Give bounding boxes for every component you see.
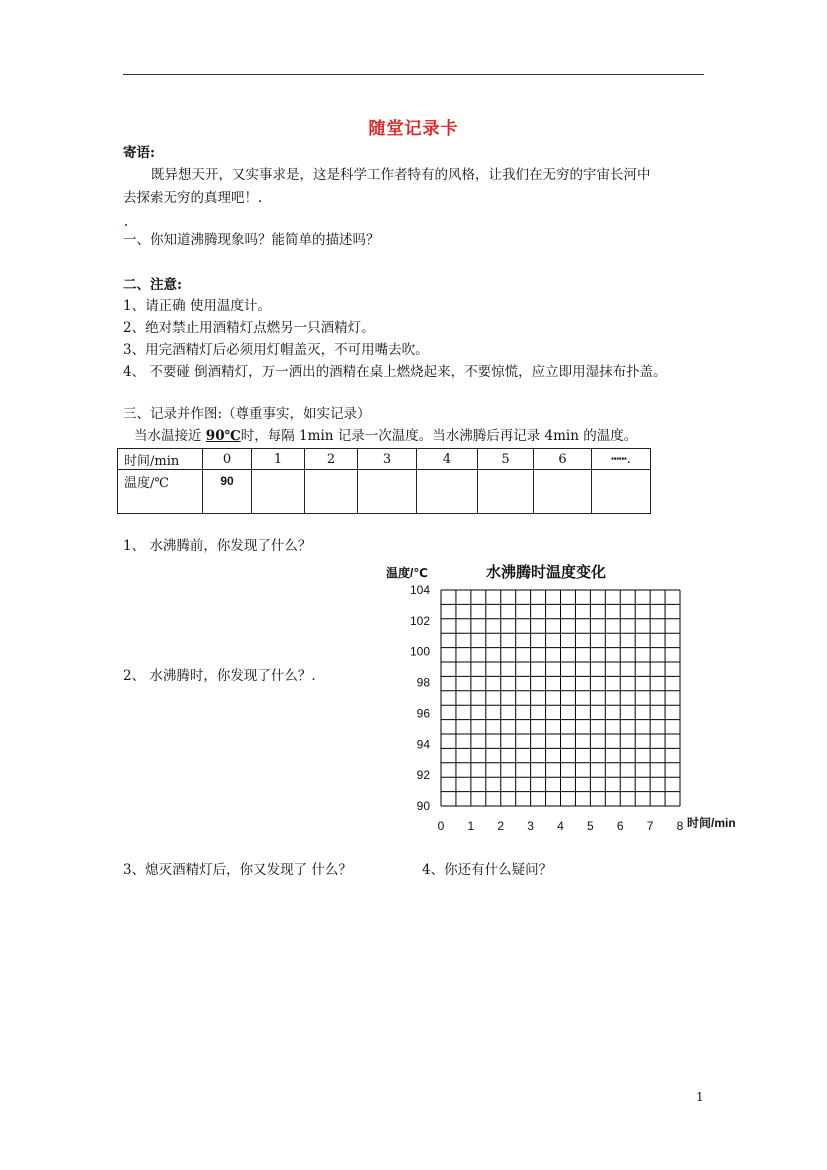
note-item-3: 3、用完酒精灯后必须用灯帽盖灭，不可用嘴去吹。	[123, 342, 429, 358]
temperature-cell[interactable]	[305, 470, 358, 514]
chart-x-tick-label: 1	[467, 819, 475, 833]
record-table	[117, 448, 651, 514]
chart-y-tick-label: 90	[416, 799, 430, 813]
question-4: 4、你还有什么疑问？	[422, 862, 553, 878]
temperature-cell[interactable]	[478, 470, 534, 514]
page-number: 1	[696, 1090, 704, 1104]
chart-grid	[441, 590, 680, 806]
chart-y-tick-label: 102	[409, 613, 430, 628]
chart-x-axis-label: 时间/min	[687, 816, 736, 830]
temperature-cell[interactable]: 90	[203, 470, 252, 514]
message-label: 寄语:	[123, 145, 155, 161]
chart-y-tick-label: 98	[416, 675, 430, 690]
chart-y-tick-label: 92	[416, 768, 430, 783]
time-header-cell: 时间/min	[118, 449, 203, 470]
time-cell: 2	[305, 449, 358, 470]
section-2-heading: 二、注意:	[123, 277, 182, 293]
chart-y-axis-label: 温度/℃	[386, 566, 428, 580]
temperature-header-cell: 温度/℃	[118, 470, 203, 514]
chart-x-tick-label: 3	[527, 819, 534, 833]
chart-x-tick-label: 0	[437, 819, 445, 833]
time-cell: ┅┅.	[592, 449, 651, 470]
question-2: 2、 水沸腾时，你发现了什么？.	[123, 668, 316, 684]
chart-x-ticks	[438, 819, 684, 833]
time-cell: 5	[478, 449, 534, 470]
page-title: 随堂记录卡	[368, 119, 459, 139]
chart-x-tick-label: 6	[616, 819, 624, 833]
note-item-4: 4、 不要碰 倒酒精灯，万一洒出的酒精在桌上燃烧起来，不要惊慌，应立即用湿抹布扑盖。	[123, 364, 667, 380]
note-item-1: 1、请正确 使用温度计。	[123, 298, 271, 314]
question-1: 1、 水沸腾前，你发现了什么？	[123, 538, 312, 554]
question-3: 3、熄灭酒精灯后，你又发现了 什么？	[123, 862, 352, 878]
note-item-2: 2、绝对禁止用酒精灯点燃另一只酒精灯。	[123, 320, 375, 336]
message-line-1: 既异想天开，又实事求是，这是科学工作者特有的风格，让我们在无穷的宇宙长河中	[151, 167, 651, 183]
chart-title: 水沸腾时温度变化	[485, 564, 607, 581]
header-rule	[123, 74, 704, 75]
temperature-cell[interactable]	[358, 470, 417, 514]
table-row-time	[118, 449, 651, 470]
temperature-cell[interactable]	[252, 470, 305, 514]
chart-x-tick-label: 7	[646, 819, 654, 833]
time-cell: 4	[417, 449, 478, 470]
chart-y-tick-label: 96	[416, 706, 430, 721]
section-1-question: 一、你知道沸腾现象吗？能简单的描述吗？	[123, 232, 380, 248]
chart-x-tick-label: 4	[557, 819, 564, 833]
temperature-cell[interactable]	[592, 470, 651, 514]
time-cell: 0	[203, 449, 252, 470]
time-cell: 1	[252, 449, 305, 470]
chart-x-tick-label: 8	[676, 819, 684, 833]
message-line-2: 去探索无穷的真理吧！.	[123, 190, 263, 206]
chart-y-tick-label: 100	[409, 644, 430, 659]
temperature-cell[interactable]	[417, 470, 478, 514]
instr-temperature: 90℃	[205, 428, 241, 444]
marker-dot	[125, 224, 127, 226]
chart-y-tick-label: 104	[409, 583, 430, 597]
chart-x-tick-label: 2	[497, 819, 505, 833]
chart-y-ticks	[410, 583, 430, 813]
chart-x-tick-label: 5	[587, 819, 594, 833]
section-3-heading: 三、记录并作图:（尊重事实，如实记录）	[123, 406, 371, 422]
table-row-temperature	[118, 470, 651, 514]
time-cell: 6	[534, 449, 592, 470]
section-3-instructions: 当水温接近 90℃时，每隔 1min 记录一次温度。当水沸腾后再记录 4min 的温度。	[134, 428, 638, 444]
temperature-chart	[380, 558, 750, 838]
temperature-cell[interactable]	[534, 470, 592, 514]
time-cell: 3	[358, 449, 417, 470]
chart-y-tick-label: 94	[416, 737, 430, 752]
